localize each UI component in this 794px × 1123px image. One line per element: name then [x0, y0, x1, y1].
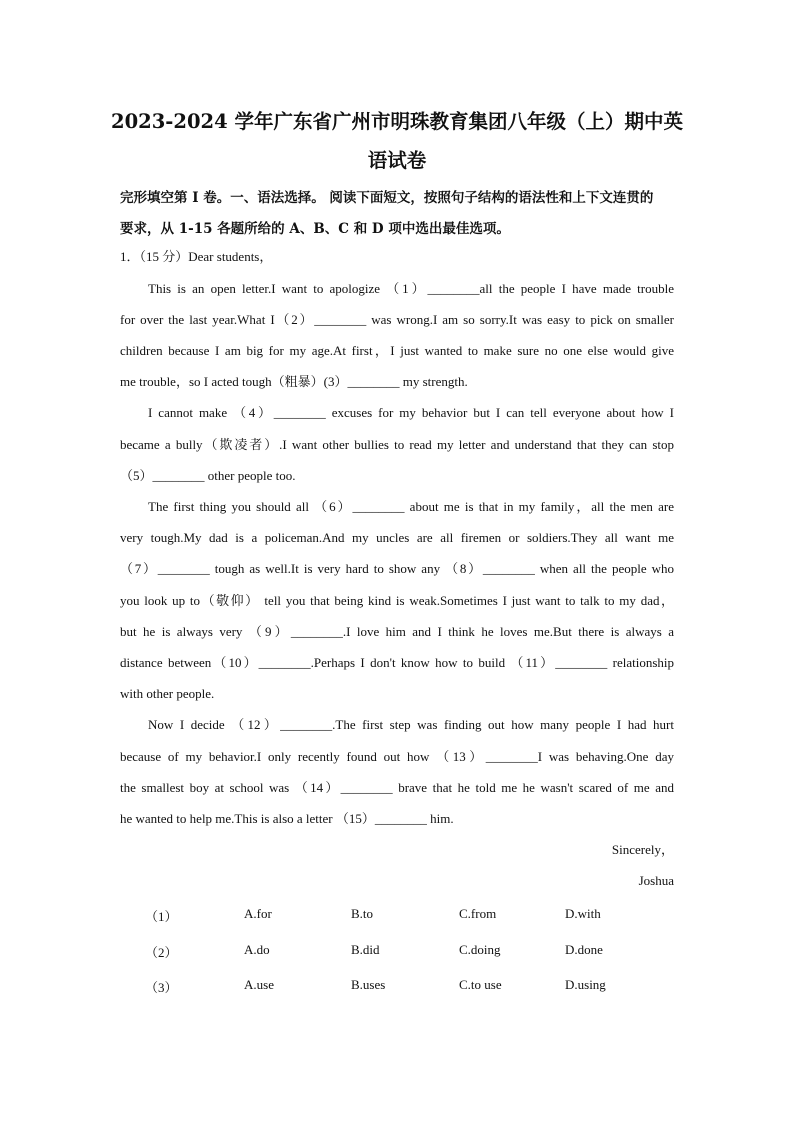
option-b: B.uses	[351, 977, 386, 992]
passage-line: very tough.My dad is a policeman.And my uncles are all firemen or soldiers.They all want me	[120, 530, 674, 545]
closing-sincerely: Sincerely，	[611, 842, 674, 857]
option-a: A.for	[244, 906, 272, 921]
option-number: （1）	[145, 909, 178, 924]
option-d: D.using	[565, 977, 606, 992]
question-header: 1．（15 分）Dear students，	[120, 249, 273, 264]
option-number: （3）	[145, 980, 178, 995]
option-c: C.doing	[459, 942, 501, 957]
passage-line: became a bully（欺凌者）.I want other bullies to read my letter and understand that they can stop	[120, 437, 674, 452]
option-row	[0, 906, 794, 924]
option-row	[0, 977, 794, 995]
option-c: C.from	[459, 906, 497, 921]
option-b: B.did	[351, 942, 380, 957]
passage-line: for over the last year.What I（2）________ was wrong.I am so sorry.It was easy to pick on smaller	[120, 312, 674, 327]
option-a: A.do	[244, 942, 270, 957]
exam-title-line-1: 2023-2024 学年广东省广州市明珠教育集团八年级（上）期中英	[111, 110, 683, 133]
option-b: B.to	[351, 906, 374, 921]
passage-line: he wanted to help me.This is also a letter （15）________ him.	[120, 811, 454, 826]
closing-signature: Joshua	[638, 873, 674, 888]
passage-line: （5）________ other people too.	[120, 468, 296, 483]
option-row	[0, 942, 794, 960]
option-number: （2）	[145, 945, 178, 960]
option-d: D.with	[565, 906, 601, 921]
passage-line: This is an open letter.I want to apologize （1）________all the people I have made trouble	[148, 281, 674, 296]
passage-line: distance between（10）________.Perhaps I don't know how to build （11）________ relationship	[120, 655, 674, 670]
passage-line: Now I decide （12）________.The first step was finding out how many people I had hurt	[148, 717, 674, 732]
passage-line: me trouble，so I acted tough（粗暴）(3）________ my strength.	[120, 374, 468, 389]
passage-line: with other people.	[120, 686, 215, 701]
option-d: D.done	[565, 942, 603, 957]
option-a: A.use	[244, 977, 274, 992]
option-c: C.to use	[459, 977, 502, 992]
passage-line: because of my behavior.I only recently found out how （13）________I was behaving.One day	[120, 749, 674, 764]
instructions-line-2: 要求，从 1-15 各题所给的 A、B、C 和 D 项中选出最佳选项。	[120, 221, 510, 237]
passage-line: （7）________ tough as well.It is very hard to show any （8）________ when all the people who	[120, 561, 674, 576]
passage-line: The first thing you should all （6）________ about me is that in my family，all the men are	[148, 499, 674, 514]
passage-line: but he is always very （9）________.I love him and I think he loves me.But there is always a	[120, 624, 674, 639]
exam-title-line-2: 语试卷	[367, 149, 427, 172]
passage-line: the smallest boy at school was （14）________ brave that he told me he wasn't scared of me and	[120, 780, 674, 795]
passage-line: you look up to（敬仰） tell you that being kind is weak.Sometimes I just want to talk to my dad，	[120, 593, 674, 608]
passage-line: I cannot make （4）________ excuses for my behavior but I can tell everyone about how I	[148, 405, 674, 420]
instructions-line-1: 完形填空第 I 卷。一、语法选择。 阅读下面短文，按照句子结构的语法性和上下文连贯的	[120, 190, 654, 206]
passage-line: children because I am big for my age.At first，I just wanted to make sure no one else would give	[120, 343, 674, 358]
